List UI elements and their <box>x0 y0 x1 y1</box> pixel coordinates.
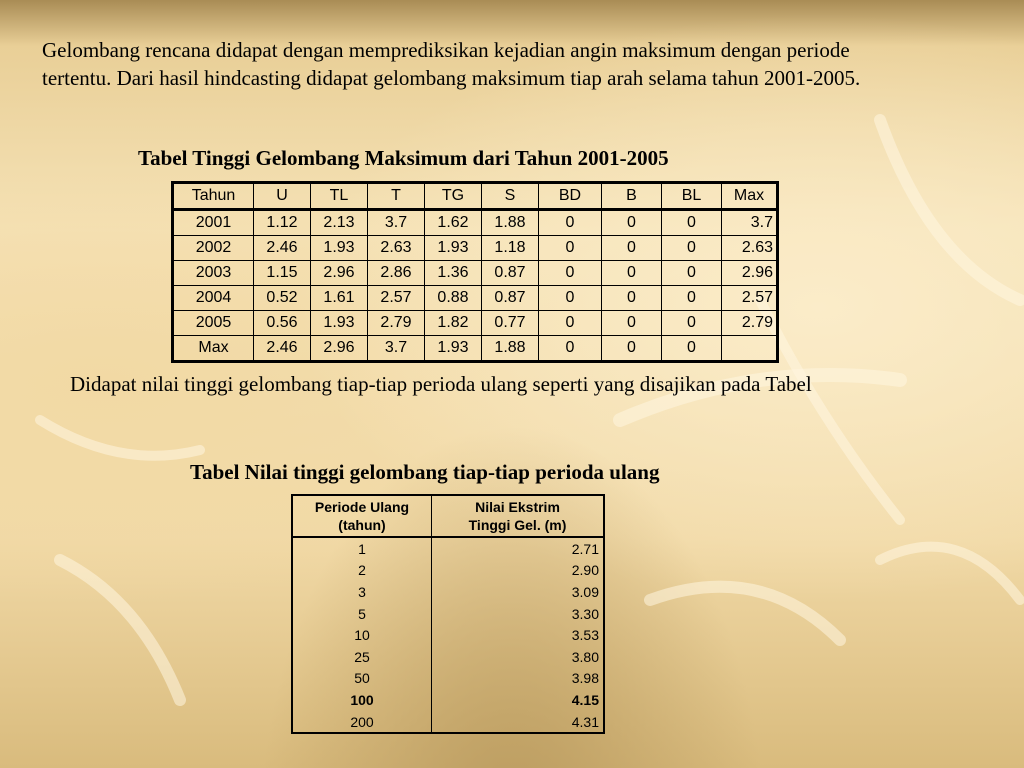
cell: 1.12 <box>254 210 311 236</box>
cell: 1.93 <box>311 311 368 336</box>
value-cell: 4.31 <box>432 711 605 734</box>
header-periode-ulang <box>292 495 432 537</box>
cell <box>722 336 778 362</box>
cell: 0 <box>602 336 662 362</box>
cell: 2.57 <box>722 286 778 311</box>
header-max: Max <box>722 183 778 210</box>
cell: 0 <box>602 210 662 236</box>
table-row <box>292 646 604 668</box>
table2-title: Tabel Nilai tinggi gelombang tiap-tiap perioda ulang <box>190 460 660 484</box>
table-row <box>292 560 604 582</box>
period-cell: 50 <box>292 668 432 690</box>
value-cell: 2.90 <box>432 560 605 582</box>
cell: 0 <box>602 286 662 311</box>
table-body <box>292 537 604 733</box>
cell: 2.13 <box>311 210 368 236</box>
cell: 0.87 <box>482 286 539 311</box>
period-cell: 200 <box>292 711 432 734</box>
header-nilai-ekstrim <box>432 495 605 537</box>
cell: 3.7 <box>368 336 425 362</box>
cell: 2.57 <box>368 286 425 311</box>
cell: 2004 <box>173 286 254 311</box>
cell: 3.7 <box>722 210 778 236</box>
cell: 0.88 <box>425 286 482 311</box>
cell: 0 <box>662 311 722 336</box>
cell: 2005 <box>173 311 254 336</box>
table-row <box>292 689 604 711</box>
header-tl: TL <box>311 183 368 210</box>
cell: Max <box>173 336 254 362</box>
table-row <box>173 311 778 336</box>
cell: 2003 <box>173 261 254 286</box>
cell: 0 <box>539 311 602 336</box>
period-cell: 5 <box>292 603 432 625</box>
cell: 1.18 <box>482 236 539 261</box>
header-line: (tahun) <box>338 517 386 533</box>
table-row <box>292 603 604 625</box>
header-bl: BL <box>662 183 722 210</box>
period-cell: 25 <box>292 646 432 668</box>
table-row <box>292 668 604 690</box>
table-row <box>292 624 604 646</box>
cell: 0 <box>539 286 602 311</box>
cell: 2002 <box>173 236 254 261</box>
cell: 1.88 <box>482 210 539 236</box>
header-line: Periode Ulang <box>314 499 410 515</box>
header-tahun: Tahun <box>173 183 254 210</box>
header-line: Tinggi Gel. (m) <box>468 517 567 533</box>
cell: 2.96 <box>722 261 778 286</box>
cell: 0 <box>662 210 722 236</box>
table-row <box>173 210 778 236</box>
period-cell: 3 <box>292 581 432 603</box>
cell: 0.77 <box>482 311 539 336</box>
cell: 2.79 <box>368 311 425 336</box>
cell: 0 <box>602 261 662 286</box>
period-cell: 100 <box>292 689 432 711</box>
cell: 1.88 <box>482 336 539 362</box>
cell: 0 <box>662 261 722 286</box>
cell: 1.62 <box>425 210 482 236</box>
cell: 0 <box>602 311 662 336</box>
header-bd: BD <box>539 183 602 210</box>
table-row <box>292 537 604 560</box>
value-cell: 3.80 <box>432 646 605 668</box>
header-u: U <box>254 183 311 210</box>
header-t: T <box>368 183 425 210</box>
middle-paragraph: Didapat nilai tinggi gelombang tiap-tiap perioda ulang seperti yang disajikan pada Tabel <box>70 372 812 396</box>
value-cell: 3.53 <box>432 624 605 646</box>
cell: 0 <box>539 261 602 286</box>
period-cell: 2 <box>292 560 432 582</box>
table-header-row <box>173 183 778 210</box>
table-row <box>173 261 778 286</box>
cell: 1.82 <box>425 311 482 336</box>
cell: 1.93 <box>311 236 368 261</box>
table-row <box>292 711 604 734</box>
value-cell: 2.71 <box>432 537 605 560</box>
max-wave-height-table <box>171 181 779 363</box>
header-line: Nilai Ekstrim <box>475 499 560 515</box>
cell: 1.61 <box>311 286 368 311</box>
cell: 2.63 <box>722 236 778 261</box>
period-cell: 10 <box>292 624 432 646</box>
cell: 2.63 <box>368 236 425 261</box>
table-row <box>173 286 778 311</box>
return-period-table <box>291 494 605 734</box>
table-header-row <box>292 495 604 537</box>
cell: 0 <box>539 210 602 236</box>
cell: 2.79 <box>722 311 778 336</box>
value-cell: 3.09 <box>432 581 605 603</box>
cell: 0.52 <box>254 286 311 311</box>
intro-paragraph: Gelombang rencana didapat dengan memprediksikan kejadian angin maksimum dengan periode tertentu. Dari hasil hindcasting didapat gelombang maksimum tiap arah selama tahun 2001-2005. <box>42 38 861 90</box>
cell: 2.86 <box>368 261 425 286</box>
cell: 1.93 <box>425 236 482 261</box>
cell: 0 <box>662 236 722 261</box>
table-row <box>292 581 604 603</box>
cell: 0 <box>539 236 602 261</box>
cell: 1.93 <box>425 336 482 362</box>
value-cell: 3.30 <box>432 603 605 625</box>
header-b: B <box>602 183 662 210</box>
cell: 2.46 <box>254 236 311 261</box>
header-tg: TG <box>425 183 482 210</box>
cell: 0.56 <box>254 311 311 336</box>
cell: 2.46 <box>254 336 311 362</box>
cell: 0 <box>662 336 722 362</box>
value-cell: 3.98 <box>432 668 605 690</box>
cell: 0 <box>602 236 662 261</box>
cell: 3.7 <box>368 210 425 236</box>
table1-title: Tabel Tinggi Gelombang Maksimum dari Tahun 2001-2005 <box>138 146 669 170</box>
cell: 1.36 <box>425 261 482 286</box>
header-s: S <box>482 183 539 210</box>
period-cell: 1 <box>292 537 432 560</box>
cell: 1.15 <box>254 261 311 286</box>
value-cell: 4.15 <box>432 689 605 711</box>
cell: 0 <box>662 286 722 311</box>
cell: 0.87 <box>482 261 539 286</box>
cell: 2.96 <box>311 261 368 286</box>
cell: 2001 <box>173 210 254 236</box>
table-row-max <box>173 336 778 362</box>
cell: 0 <box>539 336 602 362</box>
cell: 2.96 <box>311 336 368 362</box>
table-row <box>173 236 778 261</box>
